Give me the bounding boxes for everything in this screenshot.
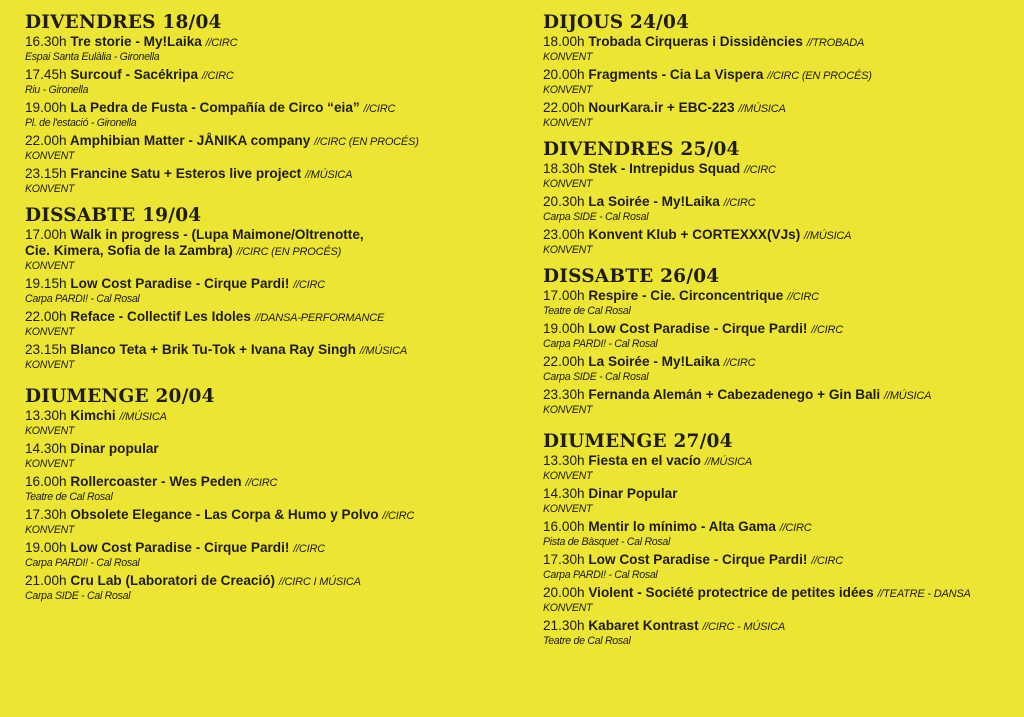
event-time: 22.00h — [543, 354, 585, 369]
event-item — [25, 309, 515, 338]
event-venue: KONVENT — [543, 503, 593, 515]
event-category: //DANSA-PERFORMANCE — [254, 312, 385, 324]
event-venue: Carpa PARDI! - Cal Rosal — [25, 293, 140, 305]
event-venue: KONVENT — [25, 183, 75, 195]
event-category: //TEATRE - DANSA — [877, 588, 971, 600]
event-time: 14.30h — [543, 486, 585, 501]
event-item — [543, 34, 1013, 63]
event-venue: KONVENT — [25, 458, 75, 470]
event-item — [543, 194, 1013, 223]
event-item — [25, 166, 515, 195]
event-item — [543, 387, 1013, 416]
event-title: Low Cost Paradise - Cirque Pardi! — [588, 321, 808, 336]
event-category: //CIRC — [293, 279, 326, 291]
event-item — [25, 276, 515, 305]
event-category: //MÚSICA — [704, 456, 753, 468]
day-section — [25, 12, 515, 195]
event-title: Konvent Klub + CORTEXXX(VJs) — [588, 227, 801, 242]
event-venue: Carpa SIDE - Cal Rosal — [25, 590, 131, 602]
event-title: Trobada Cirqueras i Dissidències — [588, 34, 803, 49]
day-heading: DIUMENGE 20/04 — [25, 386, 215, 407]
event-venue: Carpa PARDI! - Cal Rosal — [25, 557, 140, 569]
event-venue: KONVENT — [25, 359, 75, 371]
event-category: //CIRC — [743, 164, 776, 176]
event-title: Surcouf - Sacékripa — [70, 67, 199, 82]
event-time: 21.30h — [543, 618, 585, 633]
event-title: Kabaret Kontrast — [588, 618, 699, 633]
event-venue: Teatre de Cal Rosal — [543, 635, 631, 647]
event-title: Low Cost Paradise - Cirque Pardi! — [70, 540, 290, 555]
day-section — [25, 205, 515, 371]
event-venue: KONVENT — [543, 84, 593, 96]
event-item — [543, 321, 1013, 350]
event-item — [543, 486, 1013, 515]
event-time: 17.45h — [25, 67, 67, 82]
event-time: 16.00h — [25, 474, 67, 489]
event-title: Fragments - Cia La Vispera — [588, 67, 764, 82]
event-category: //CIRC — [811, 324, 844, 336]
event-category: //CIRC — [245, 477, 278, 489]
event-category: //CIRC (EN PROCÉS) — [767, 70, 872, 82]
event-time: 23.15h — [25, 166, 67, 181]
event-time: 19.00h — [25, 540, 67, 555]
event-category: //CIRC — [205, 37, 238, 49]
event-venue: Carpa SIDE - Cal Rosal — [543, 371, 649, 383]
event-category: //TROBADA — [806, 37, 865, 49]
event-item — [25, 227, 515, 272]
event-time: 17.00h — [543, 288, 585, 303]
event-venue: KONVENT — [543, 51, 593, 63]
day-section — [543, 139, 1013, 256]
event-item — [543, 585, 1013, 614]
event-title: Cru Lab (Laboratori de Creació) — [70, 573, 276, 588]
event-item — [25, 507, 515, 536]
event-title: Violent - Société protectrice de petites idées — [588, 585, 874, 600]
event-title: Kimchi — [70, 408, 116, 423]
event-venue: KONVENT — [543, 117, 593, 129]
event-category: //CIRC — [382, 510, 415, 522]
event-time: 23.00h — [543, 227, 585, 242]
event-time: 22.00h — [543, 100, 585, 115]
event-time: 19.00h — [543, 321, 585, 336]
event-time: 20.30h — [543, 194, 585, 209]
event-title: Rollercoaster - Wes Peden — [70, 474, 242, 489]
event-category: //CIRC — [787, 291, 819, 303]
event-category: //MÚSICA — [359, 345, 407, 357]
event-time: 16.30h — [25, 34, 67, 49]
event-venue: KONVENT — [25, 150, 75, 162]
event-item — [25, 34, 515, 63]
event-category: //CIRC — [723, 197, 756, 209]
event-title: NourKara.ir + EBC-223 — [588, 100, 735, 115]
event-title: Respire - Cie. Circoncentrique — [588, 288, 784, 303]
event-title: Stek - Intrepidus Squad — [588, 161, 741, 176]
event-time: 13.30h — [25, 408, 67, 423]
event-time: 18.00h — [543, 34, 585, 49]
event-item — [543, 453, 1013, 482]
event-category: //CIRC — [779, 522, 812, 534]
event-category: //MÚSICA — [883, 390, 932, 402]
event-time: 14.30h — [25, 441, 67, 456]
event-category: //MÚSICA — [738, 103, 786, 115]
event-venue: KONVENT — [543, 404, 593, 416]
event-item — [543, 227, 1013, 256]
event-venue: KONVENT — [25, 326, 75, 338]
event-time: 19.00h — [25, 100, 67, 115]
event-category: //CIRC — [293, 543, 326, 555]
event-time: 21.00h — [25, 573, 67, 588]
event-title: La Pedra de Fusta - Compañía de Circo “eia” — [70, 100, 360, 115]
event-title: Dinar popular — [70, 441, 159, 456]
event-title: Low Cost Paradise - Cirque Pardi! — [70, 276, 290, 291]
event-venue: KONVENT — [543, 244, 593, 256]
event-title: Tre storie - My!Laika — [70, 34, 202, 49]
event-time: 17.30h — [25, 507, 67, 522]
event-title: Obsolete Elegance - Las Corpa & Humo y Polvo — [70, 507, 379, 522]
right-column — [543, 12, 1013, 651]
event-venue: Pl. de l'estació - Gironella — [25, 117, 137, 129]
event-title: Mentir lo mínimo - Alta Gama — [588, 519, 776, 534]
event-venue: KONVENT — [543, 178, 593, 190]
event-time: 17.30h — [543, 552, 585, 567]
event-time: 19.15h — [25, 276, 67, 291]
event-title: La Soirée - My!Laika — [588, 194, 720, 209]
event-item — [543, 552, 1013, 581]
event-category: //CIRC — [723, 357, 756, 369]
event-venue: Riu - Gironella — [25, 84, 89, 96]
event-venue: KONVENT — [25, 260, 75, 272]
event-venue: KONVENT — [543, 602, 593, 614]
event-item — [543, 67, 1013, 96]
event-category: //MÚSICA — [304, 169, 353, 181]
day-heading: DIJOUS 24/04 — [543, 12, 690, 33]
event-item — [25, 408, 515, 437]
event-time: 22.00h — [25, 309, 67, 324]
event-time: 22.00h — [25, 133, 67, 148]
event-venue: Carpa PARDI! - Cal Rosal — [543, 569, 658, 581]
event-category: //CIRC — [811, 555, 844, 567]
event-item — [25, 133, 515, 162]
event-venue: Carpa PARDI! - Cal Rosal — [543, 338, 658, 350]
day-heading: DIUMENGE 27/04 — [543, 431, 733, 452]
event-category: //CIRC - MÚSICA — [702, 621, 785, 633]
event-title: Amphibian Matter - JÅNIKA company — [69, 133, 311, 148]
event-title: Reface - Collectif Les Idoles — [70, 309, 251, 324]
event-title: Fernanda Alemán + Cabezadenego + Gin Bali — [588, 387, 881, 402]
event-venue: Teatre de Cal Rosal — [543, 305, 631, 317]
event-title: Low Cost Paradise - Cirque Pardi! — [588, 552, 808, 567]
event-time: 20.00h — [543, 585, 585, 600]
event-item — [25, 441, 515, 470]
event-category: //CIRC (EN PROCÉS) — [314, 136, 419, 148]
event-category: //MÚSICA — [804, 230, 852, 242]
event-item — [25, 342, 515, 371]
event-time: 17.00h — [25, 227, 67, 242]
day-heading: DIVENDRES 18/04 — [25, 12, 222, 33]
event-title: Blanco Teta + Brik Tu-Tok + Ivana Ray Singh — [70, 342, 356, 357]
event-item — [543, 288, 1013, 317]
day-heading: DISSABTE 26/04 — [543, 266, 720, 287]
event-venue: Carpa SIDE - Cal Rosal — [543, 211, 649, 223]
event-title-continued: Cie. Kimera, Sofia de la Zambra) — [25, 243, 233, 258]
event-item — [543, 519, 1013, 548]
day-heading: DIVENDRES 25/04 — [543, 139, 740, 160]
event-venue: Espai Santa Eulàlia - Gironella — [25, 51, 160, 63]
event-venue: KONVENT — [25, 524, 75, 536]
event-category: //CIRC I MÚSICA — [278, 576, 361, 588]
event-category: //CIRC — [363, 103, 396, 115]
day-section — [543, 266, 1013, 416]
event-item — [25, 474, 515, 503]
event-time: 13.30h — [543, 453, 585, 468]
event-item — [25, 540, 515, 569]
event-item — [25, 100, 515, 129]
event-item — [543, 618, 1013, 647]
event-category: //MÚSICA — [119, 411, 167, 423]
event-time: 18.30h — [543, 161, 585, 176]
event-item — [25, 573, 515, 602]
event-title: Fiesta en el vacío — [588, 453, 701, 468]
event-time: 23.15h — [25, 342, 67, 357]
event-title: Dinar Popular — [588, 486, 678, 501]
event-venue: Teatre de Cal Rosal — [25, 491, 113, 503]
day-heading: DISSABTE 19/04 — [25, 205, 202, 226]
event-time: 20.00h — [543, 67, 585, 82]
left-column — [25, 12, 515, 606]
event-item — [543, 100, 1013, 129]
event-title: Walk in progress - (Lupa Maimone/Oltrenotte, — [70, 227, 364, 242]
event-venue: KONVENT — [543, 470, 593, 482]
day-section — [543, 431, 1013, 647]
event-item — [543, 354, 1013, 383]
event-category: //CIRC — [201, 70, 234, 82]
event-time: 16.00h — [543, 519, 585, 534]
event-item — [543, 161, 1013, 190]
event-title: Francine Satu + Esteros live project — [70, 166, 302, 181]
event-time: 23.30h — [543, 387, 585, 402]
event-venue: Pista de Bàsquet - Cal Rosal — [543, 536, 671, 548]
event-category: //CIRC (EN PROCÉS) — [236, 246, 342, 258]
day-section — [25, 386, 515, 602]
event-item — [25, 67, 515, 96]
event-venue: KONVENT — [25, 425, 75, 437]
event-title: La Soirée - My!Laika — [588, 354, 720, 369]
day-section — [543, 12, 1013, 129]
